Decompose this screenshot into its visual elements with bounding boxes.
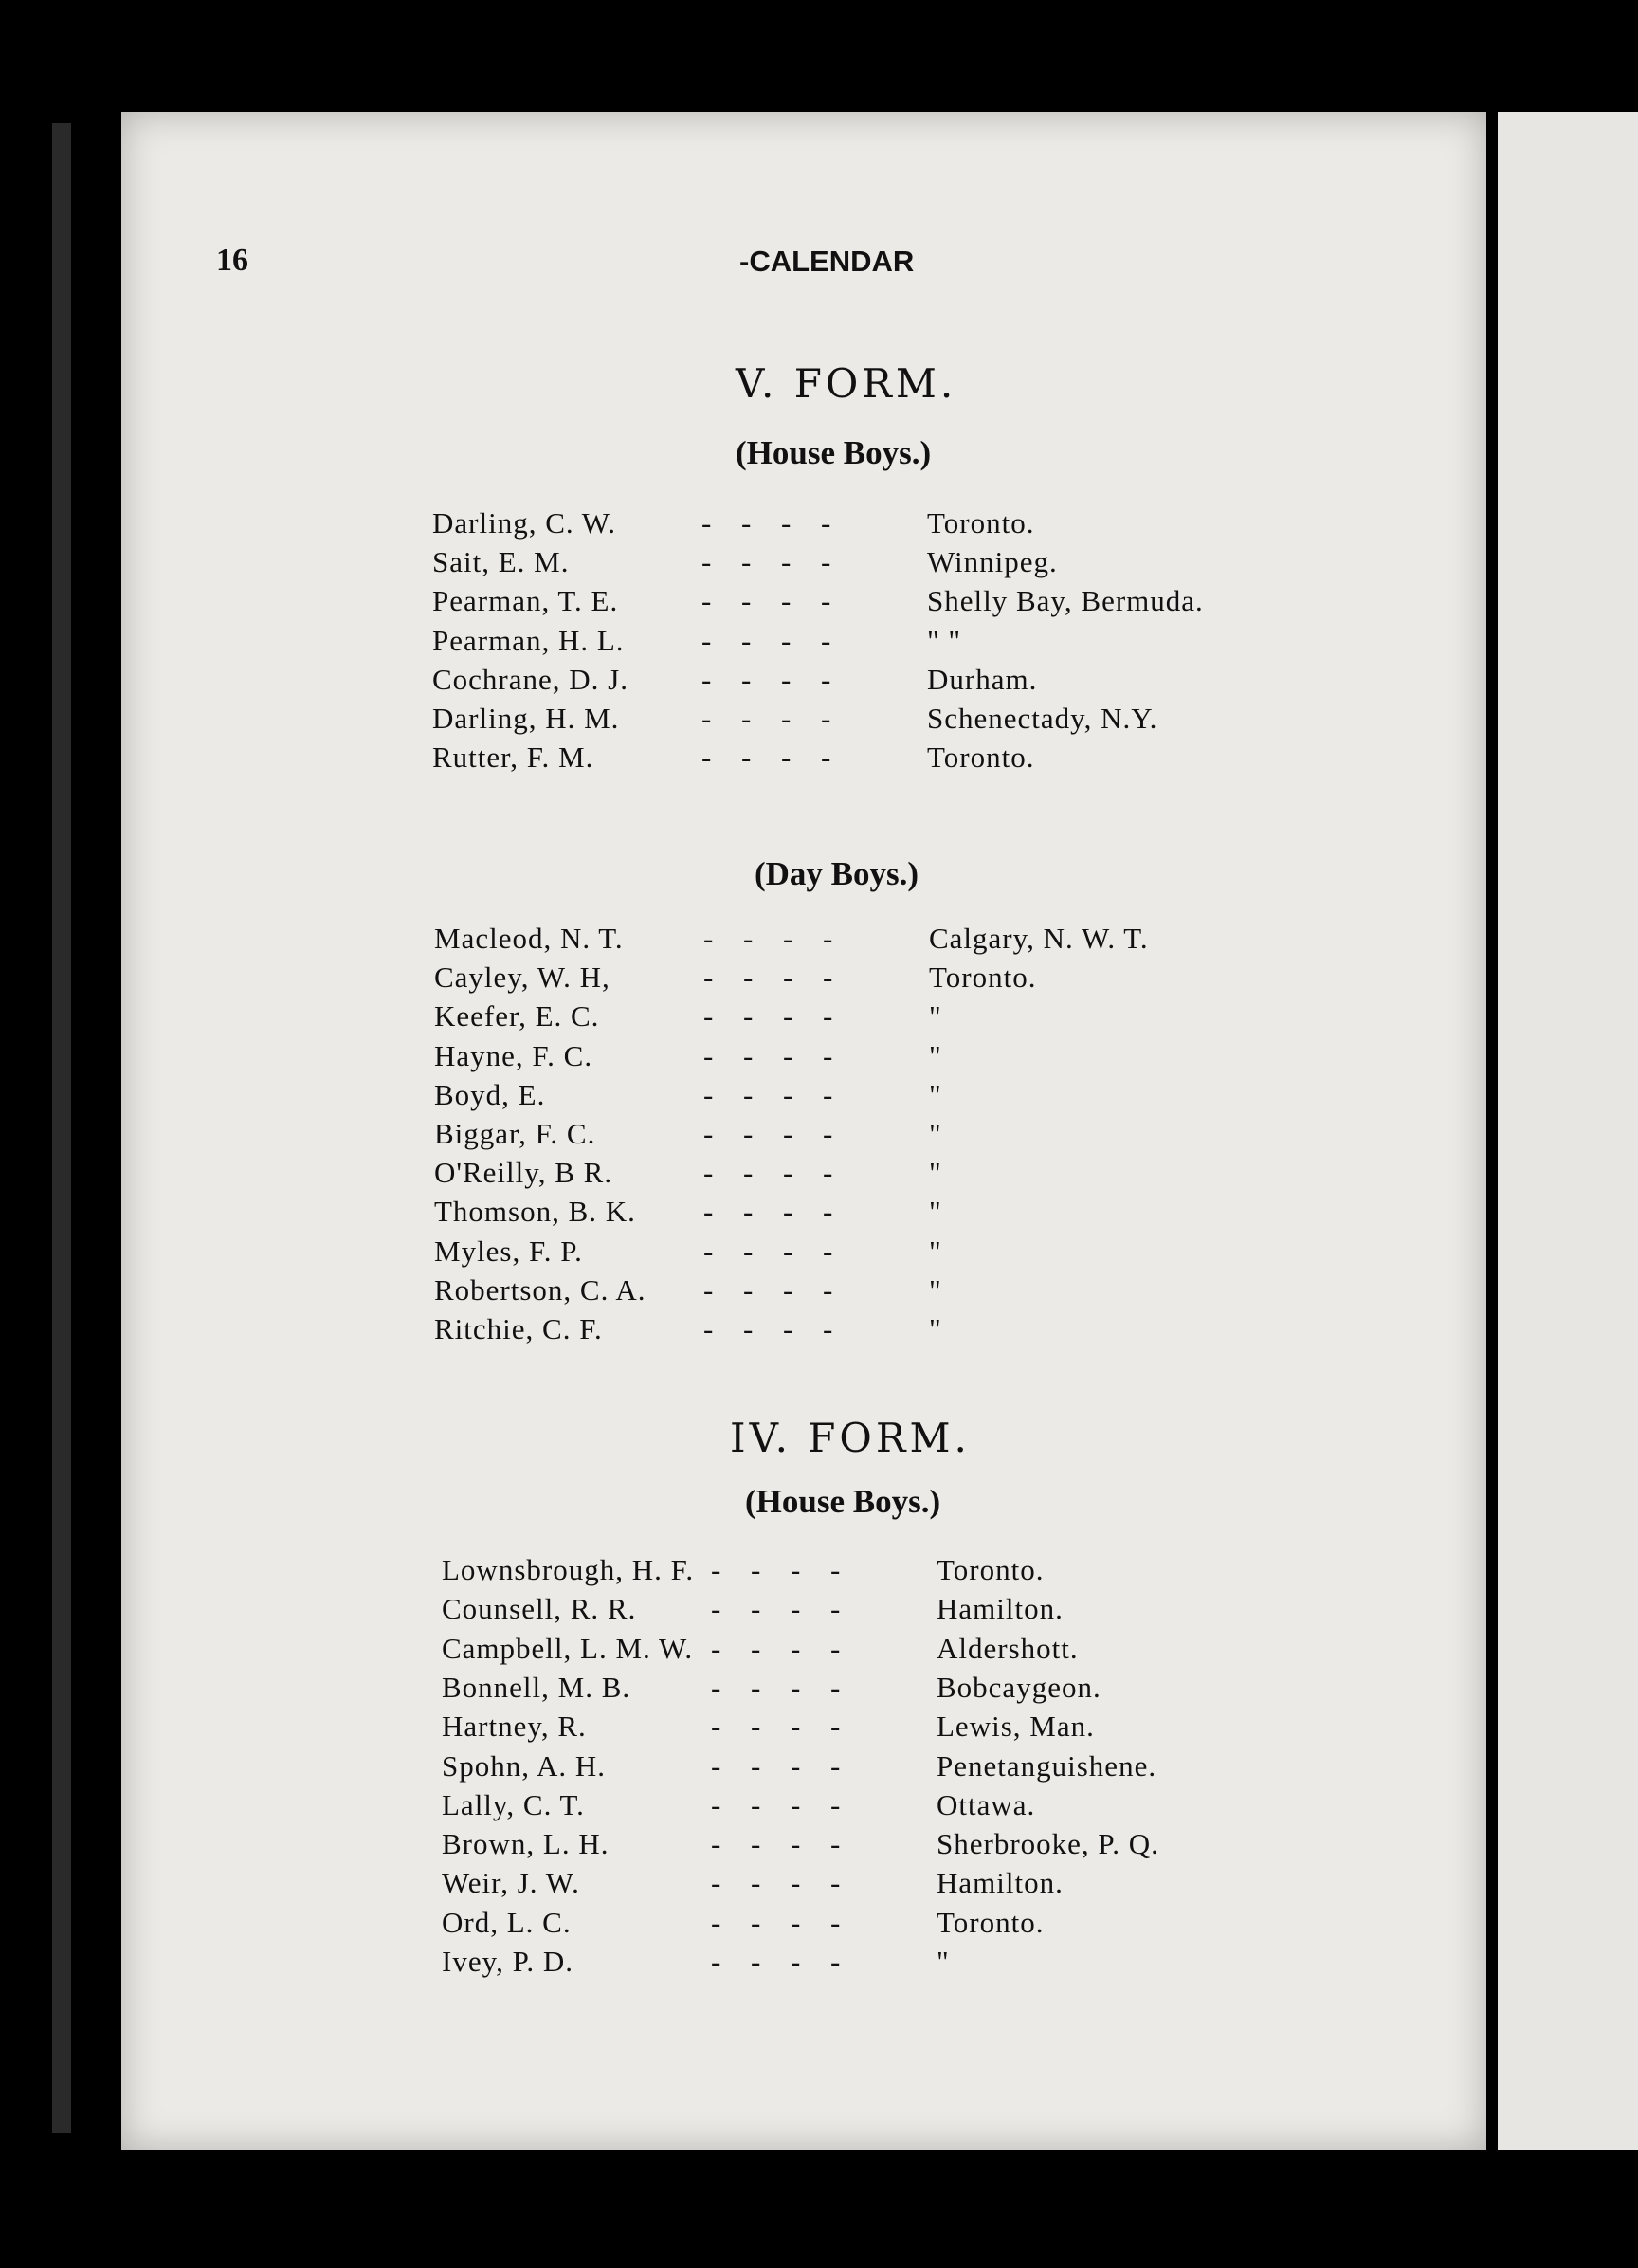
entry-place: " [929,1117,942,1150]
leader-dash: - [791,1787,802,1821]
entry-place: " [929,1234,942,1268]
leader-dash: - [741,545,753,579]
entry-place: " [929,1038,942,1072]
leader-dash: - [743,1234,755,1268]
leader-dash: - [743,1312,755,1345]
group-heading-house-boys-iv: (House Boys.) [745,1483,941,1520]
leader-dash: - [743,1117,755,1150]
leader-dash: - [783,1234,794,1268]
entry-place: Penetanguishene. [937,1748,1157,1783]
entry-place: " [929,999,942,1033]
leader-dash: - [703,1038,715,1072]
leader-dash: - [741,741,753,775]
leader-dash: - [830,1748,842,1783]
leader-dash: - [830,1710,842,1744]
facing-page-edge [1498,112,1638,2150]
entry-place: " [929,1156,942,1190]
entry-place: Bobcaygeon. [937,1670,1101,1704]
leader-dash: - [821,702,832,735]
leader-dash: - [823,1195,834,1229]
leader-dash: - [711,1670,722,1704]
entry-place: Sherbrooke, P. Q. [937,1827,1159,1861]
entry-place: " [929,1312,942,1345]
leader-dash: - [783,922,794,955]
leader-dash: - [703,999,715,1033]
leader-dash: - [751,1553,762,1586]
entry-name: Cochrane, D. J. [432,662,628,696]
entry-name: Brown, L. H. [442,1827,610,1861]
leader-dash: - [701,702,713,735]
leader-dash: - [783,1312,794,1345]
form-title-iv: IV. FORM. [730,1415,971,1461]
leader-dash: - [711,1945,722,1978]
entry-name: Boyd, E. [434,1077,546,1111]
leader-dash: - [791,1670,802,1704]
leader-dash: - [751,1827,762,1861]
leader-dash: - [711,1553,722,1586]
entry-name: Bonnell, M. B. [442,1670,631,1704]
leader-dash: - [711,1710,722,1744]
entry-name: Pearman, H. L. [432,623,625,657]
entry-name: Thomson, B. K. [434,1195,636,1229]
entry-place: Aldershott. [937,1631,1079,1665]
leader-dash: - [741,506,753,540]
leader-dash: - [751,1631,762,1665]
leader-dash: - [743,999,755,1033]
leader-dash: - [821,545,832,579]
entry-place: " [929,1272,942,1307]
leader-dash: - [703,1077,715,1111]
entry-place: Toronto. [937,1905,1045,1939]
leader-dash: - [791,1592,802,1626]
leader-dash: - [791,1710,802,1744]
entry-place: " " [927,623,962,657]
leader-dash: - [751,1905,762,1939]
leader-dash: - [701,545,713,579]
leader-dash: - [823,1117,834,1150]
leader-dash: - [751,1670,762,1704]
leader-dash: - [783,1117,794,1150]
leader-dash: - [751,1592,762,1626]
entry-name: Lally, C. T. [442,1787,585,1821]
leader-dash: - [821,741,832,775]
entry-place: Toronto. [937,1553,1045,1586]
entry-name: O'Reilly, B R. [434,1156,613,1190]
entry-name: Hartney, R. [442,1710,587,1744]
leader-dash: - [823,1312,834,1345]
leader-dash: - [701,584,713,618]
book-binding [52,123,71,2133]
leader-dash: - [711,1748,722,1783]
leader-dash: - [823,1156,834,1190]
leader-dash: - [823,999,834,1033]
entry-name: Myles, F. P. [434,1234,583,1268]
leader-dash: - [830,1787,842,1821]
leader-dash: - [830,1592,842,1626]
leader-dash: - [741,702,753,735]
leader-dash: - [823,922,834,955]
leader-dash: - [711,1787,722,1821]
leader-dash: - [781,662,792,696]
entry-name: Weir, J. W. [442,1866,580,1900]
leader-dash: - [703,960,715,995]
entry-name: Cayley, W. H, [434,960,610,995]
leader-dash: - [711,1827,722,1861]
leader-dash: - [830,1827,842,1861]
leader-dash: - [703,1195,715,1229]
leader-dash: - [791,1866,802,1900]
leader-dash: - [783,1272,794,1307]
leader-dash: - [781,741,792,775]
leader-dash: - [703,922,715,955]
entry-place: Toronto. [927,741,1035,775]
leader-dash: - [791,1631,802,1665]
leader-dash: - [711,1866,722,1900]
entry-name: Biggar, F. C. [434,1117,596,1150]
leader-dash: - [821,506,832,540]
entry-name: Rutter, F. M. [432,741,594,775]
entry-name: Campbell, L. M. W. [442,1631,694,1665]
leader-dash: - [830,1670,842,1704]
entry-place: Durham. [927,662,1038,696]
leader-dash: - [781,623,792,657]
leader-dash: - [751,1866,762,1900]
leader-dash: - [743,1195,755,1229]
entry-name: Darling, C. W. [432,506,616,540]
entry-name: Ivey, P. D. [442,1945,574,1978]
leader-dash: - [783,1077,794,1111]
entry-place: " [929,1195,942,1229]
leader-dash: - [783,999,794,1033]
entry-place: " [937,1945,950,1978]
leader-dash: - [703,1234,715,1268]
leader-dash: - [751,1710,762,1744]
page-number: 16 [216,243,248,278]
leader-dash: - [821,662,832,696]
leader-dash: - [783,1195,794,1229]
leader-dash: - [741,662,753,696]
form-title-v: V. FORM. [736,360,957,407]
leader-dash: - [830,1905,842,1939]
entry-place: Winnipeg. [927,545,1058,579]
entry-place: Lewis, Man. [937,1710,1095,1744]
leader-dash: - [791,1827,802,1861]
entry-name: Keefer, E. C. [434,999,600,1033]
leader-dash: - [830,1631,842,1665]
running-title: -CALENDAR [739,245,915,278]
leader-dash: - [830,1866,842,1900]
leader-dash: - [781,584,792,618]
leader-dash: - [823,960,834,995]
leader-dash: - [703,1272,715,1307]
leader-dash: - [783,1156,794,1190]
leader-dash: - [701,623,713,657]
entry-name: Sait, E. M. [432,545,570,579]
leader-dash: - [711,1905,722,1939]
leader-dash: - [783,960,794,995]
entry-place: Schenectady, N.Y. [927,702,1158,735]
leader-dash: - [703,1117,715,1150]
scanned-page [121,112,1486,2150]
entry-place: Toronto. [929,960,1037,995]
leader-dash: - [701,662,713,696]
leader-dash: - [823,1077,834,1111]
entry-name: Macleod, N. T. [434,922,624,955]
leader-dash: - [821,584,832,618]
leader-dash: - [781,702,792,735]
group-heading-day-boys-v: (Day Boys.) [755,855,919,892]
entry-name: Robertson, C. A. [434,1272,646,1307]
entry-name: Counsell, R. R. [442,1592,637,1626]
entry-name: Lownsbrough, H. F. [442,1553,695,1586]
leader-dash: - [743,1077,755,1111]
entry-place: " [929,1077,942,1111]
leader-dash: - [743,960,755,995]
leader-dash: - [711,1592,722,1626]
leader-dash: - [743,1272,755,1307]
leader-dash: - [791,1748,802,1783]
entry-place: Hamilton. [937,1866,1064,1900]
entry-name: Hayne, F. C. [434,1038,593,1072]
leader-dash: - [701,506,713,540]
group-heading-house-boys-v: (House Boys.) [736,434,932,471]
leader-dash: - [823,1234,834,1268]
leader-dash: - [823,1038,834,1072]
leader-dash: - [751,1748,762,1783]
leader-dash: - [830,1553,842,1586]
leader-dash: - [743,922,755,955]
leader-dash: - [743,1038,755,1072]
leader-dash: - [703,1312,715,1345]
leader-dash: - [783,1038,794,1072]
leader-dash: - [823,1272,834,1307]
entry-place: Ottawa. [937,1787,1036,1821]
entry-name: Ritchie, C. F. [434,1312,603,1345]
leader-dash: - [781,506,792,540]
leader-dash: - [751,1787,762,1821]
leader-dash: - [711,1631,722,1665]
leader-dash: - [741,623,753,657]
entry-name: Darling, H. M. [432,702,620,735]
leader-dash: - [743,1156,755,1190]
leader-dash: - [830,1945,842,1978]
leader-dash: - [791,1553,802,1586]
entry-place: Shelly Bay, Bermuda. [927,584,1204,618]
leader-dash: - [791,1945,802,1978]
leader-dash: - [701,741,713,775]
entry-place: Toronto. [927,506,1035,540]
leader-dash: - [821,623,832,657]
leader-dash: - [791,1905,802,1939]
entry-place: Hamilton. [937,1592,1064,1626]
leader-dash: - [703,1156,715,1190]
entry-name: Spohn, A. H. [442,1748,607,1783]
leader-dash: - [741,584,753,618]
leader-dash: - [781,545,792,579]
entry-name: Pearman, T. E. [432,584,619,618]
entry-name: Ord, L. C. [442,1905,572,1939]
leader-dash: - [751,1945,762,1978]
entry-place: Calgary, N. W. T. [929,922,1149,955]
